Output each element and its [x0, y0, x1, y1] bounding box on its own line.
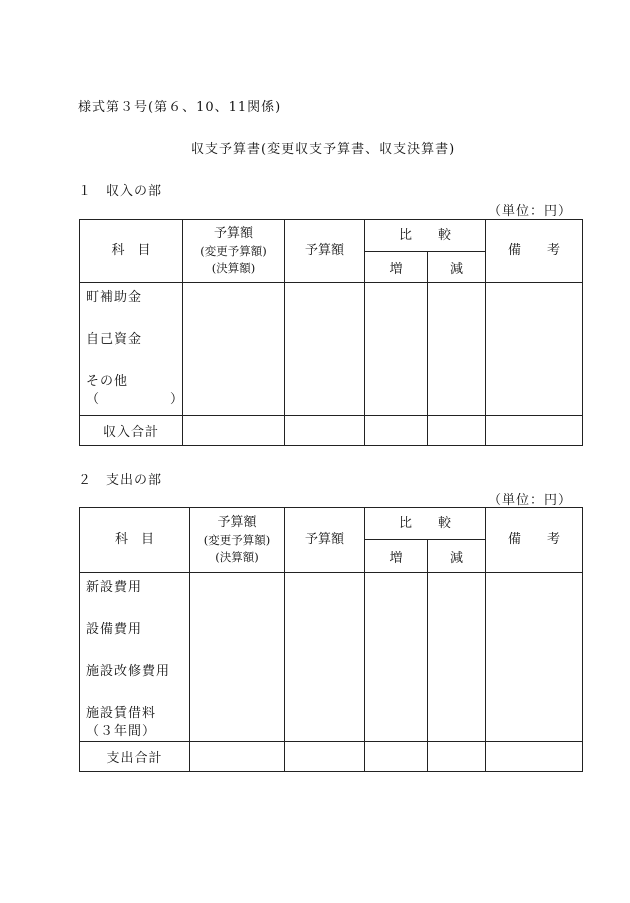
expense-total-budget2 [285, 742, 365, 772]
expense-item: 設備費用 [86, 622, 143, 637]
income-subject-header: 科 目 [80, 220, 183, 283]
income-total-budget2 [285, 416, 365, 446]
income-table [79, 219, 583, 446]
expense-item: （３年間） [86, 724, 157, 739]
expense-total-label: 支出合計 [80, 742, 190, 772]
expense-budget2-cell [285, 573, 365, 742]
expense-table [79, 507, 583, 772]
income-total-remarks [486, 416, 583, 446]
expense-remarks-cell [486, 573, 583, 742]
income-total-increase [365, 416, 428, 446]
expense-increase-cell [365, 573, 428, 742]
income-item: （ ） [86, 392, 185, 407]
income-decrease-cell [428, 283, 486, 416]
expense-unit: （単位：円） [488, 493, 573, 508]
income-increase-cell [365, 283, 428, 416]
income-remarks-cell [486, 283, 583, 416]
expense-remarks-header: 備 考 [486, 508, 583, 573]
income-unit: （単位：円） [488, 204, 573, 219]
expense-budget-header: 予算額 (変更予算額) (決算額) [190, 508, 285, 573]
income-total-label: 収入合計 [80, 416, 183, 446]
expense-subject-header: 科 目 [80, 508, 190, 573]
income-item: 町補助金 [86, 290, 143, 305]
expense-budget-cell [190, 573, 285, 742]
income-item: その他 [86, 374, 129, 389]
expense-increase-header: 増 [365, 540, 428, 573]
income-increase-header: 増 [365, 252, 428, 283]
expense-decrease-header: 減 [428, 540, 486, 573]
expense-total-increase [365, 742, 428, 772]
expense-compare-header: 比 較 [365, 508, 486, 540]
expense-decrease-cell [428, 573, 486, 742]
expense-item: 施設賃借料 [86, 706, 157, 721]
expense-total-decrease [428, 742, 486, 772]
income-decrease-header: 減 [428, 252, 486, 283]
income-remarks-header: 備 考 [486, 220, 583, 283]
income-item: 自己資金 [86, 332, 143, 347]
income-budget-cell [183, 283, 285, 416]
expense-total-budget [190, 742, 285, 772]
income-total-decrease [428, 416, 486, 446]
income-total-budget [183, 416, 285, 446]
income-budget2-header: 予算額 [285, 220, 365, 283]
expense-items-cell [80, 573, 190, 742]
expense-total-remarks [486, 742, 583, 772]
income-items-cell [80, 283, 183, 416]
expense-item: 施設改修費用 [86, 664, 171, 679]
form-label: 様式第３号(第６、10、11関係) [78, 100, 282, 115]
income-compare-header: 比 較 [365, 220, 486, 252]
expense-budget2-header: 予算額 [285, 508, 365, 573]
expense-item: 新設費用 [86, 580, 143, 595]
expense-heading: ２ 支出の部 [78, 473, 163, 488]
income-heading: １ 収入の部 [78, 184, 163, 199]
income-budget-header: 予算額 (変更予算額) (決算額) [183, 220, 285, 283]
document-title: 収支予算書(変更収支予算書、収支決算書) [191, 142, 456, 157]
income-budget2-cell [285, 283, 365, 416]
